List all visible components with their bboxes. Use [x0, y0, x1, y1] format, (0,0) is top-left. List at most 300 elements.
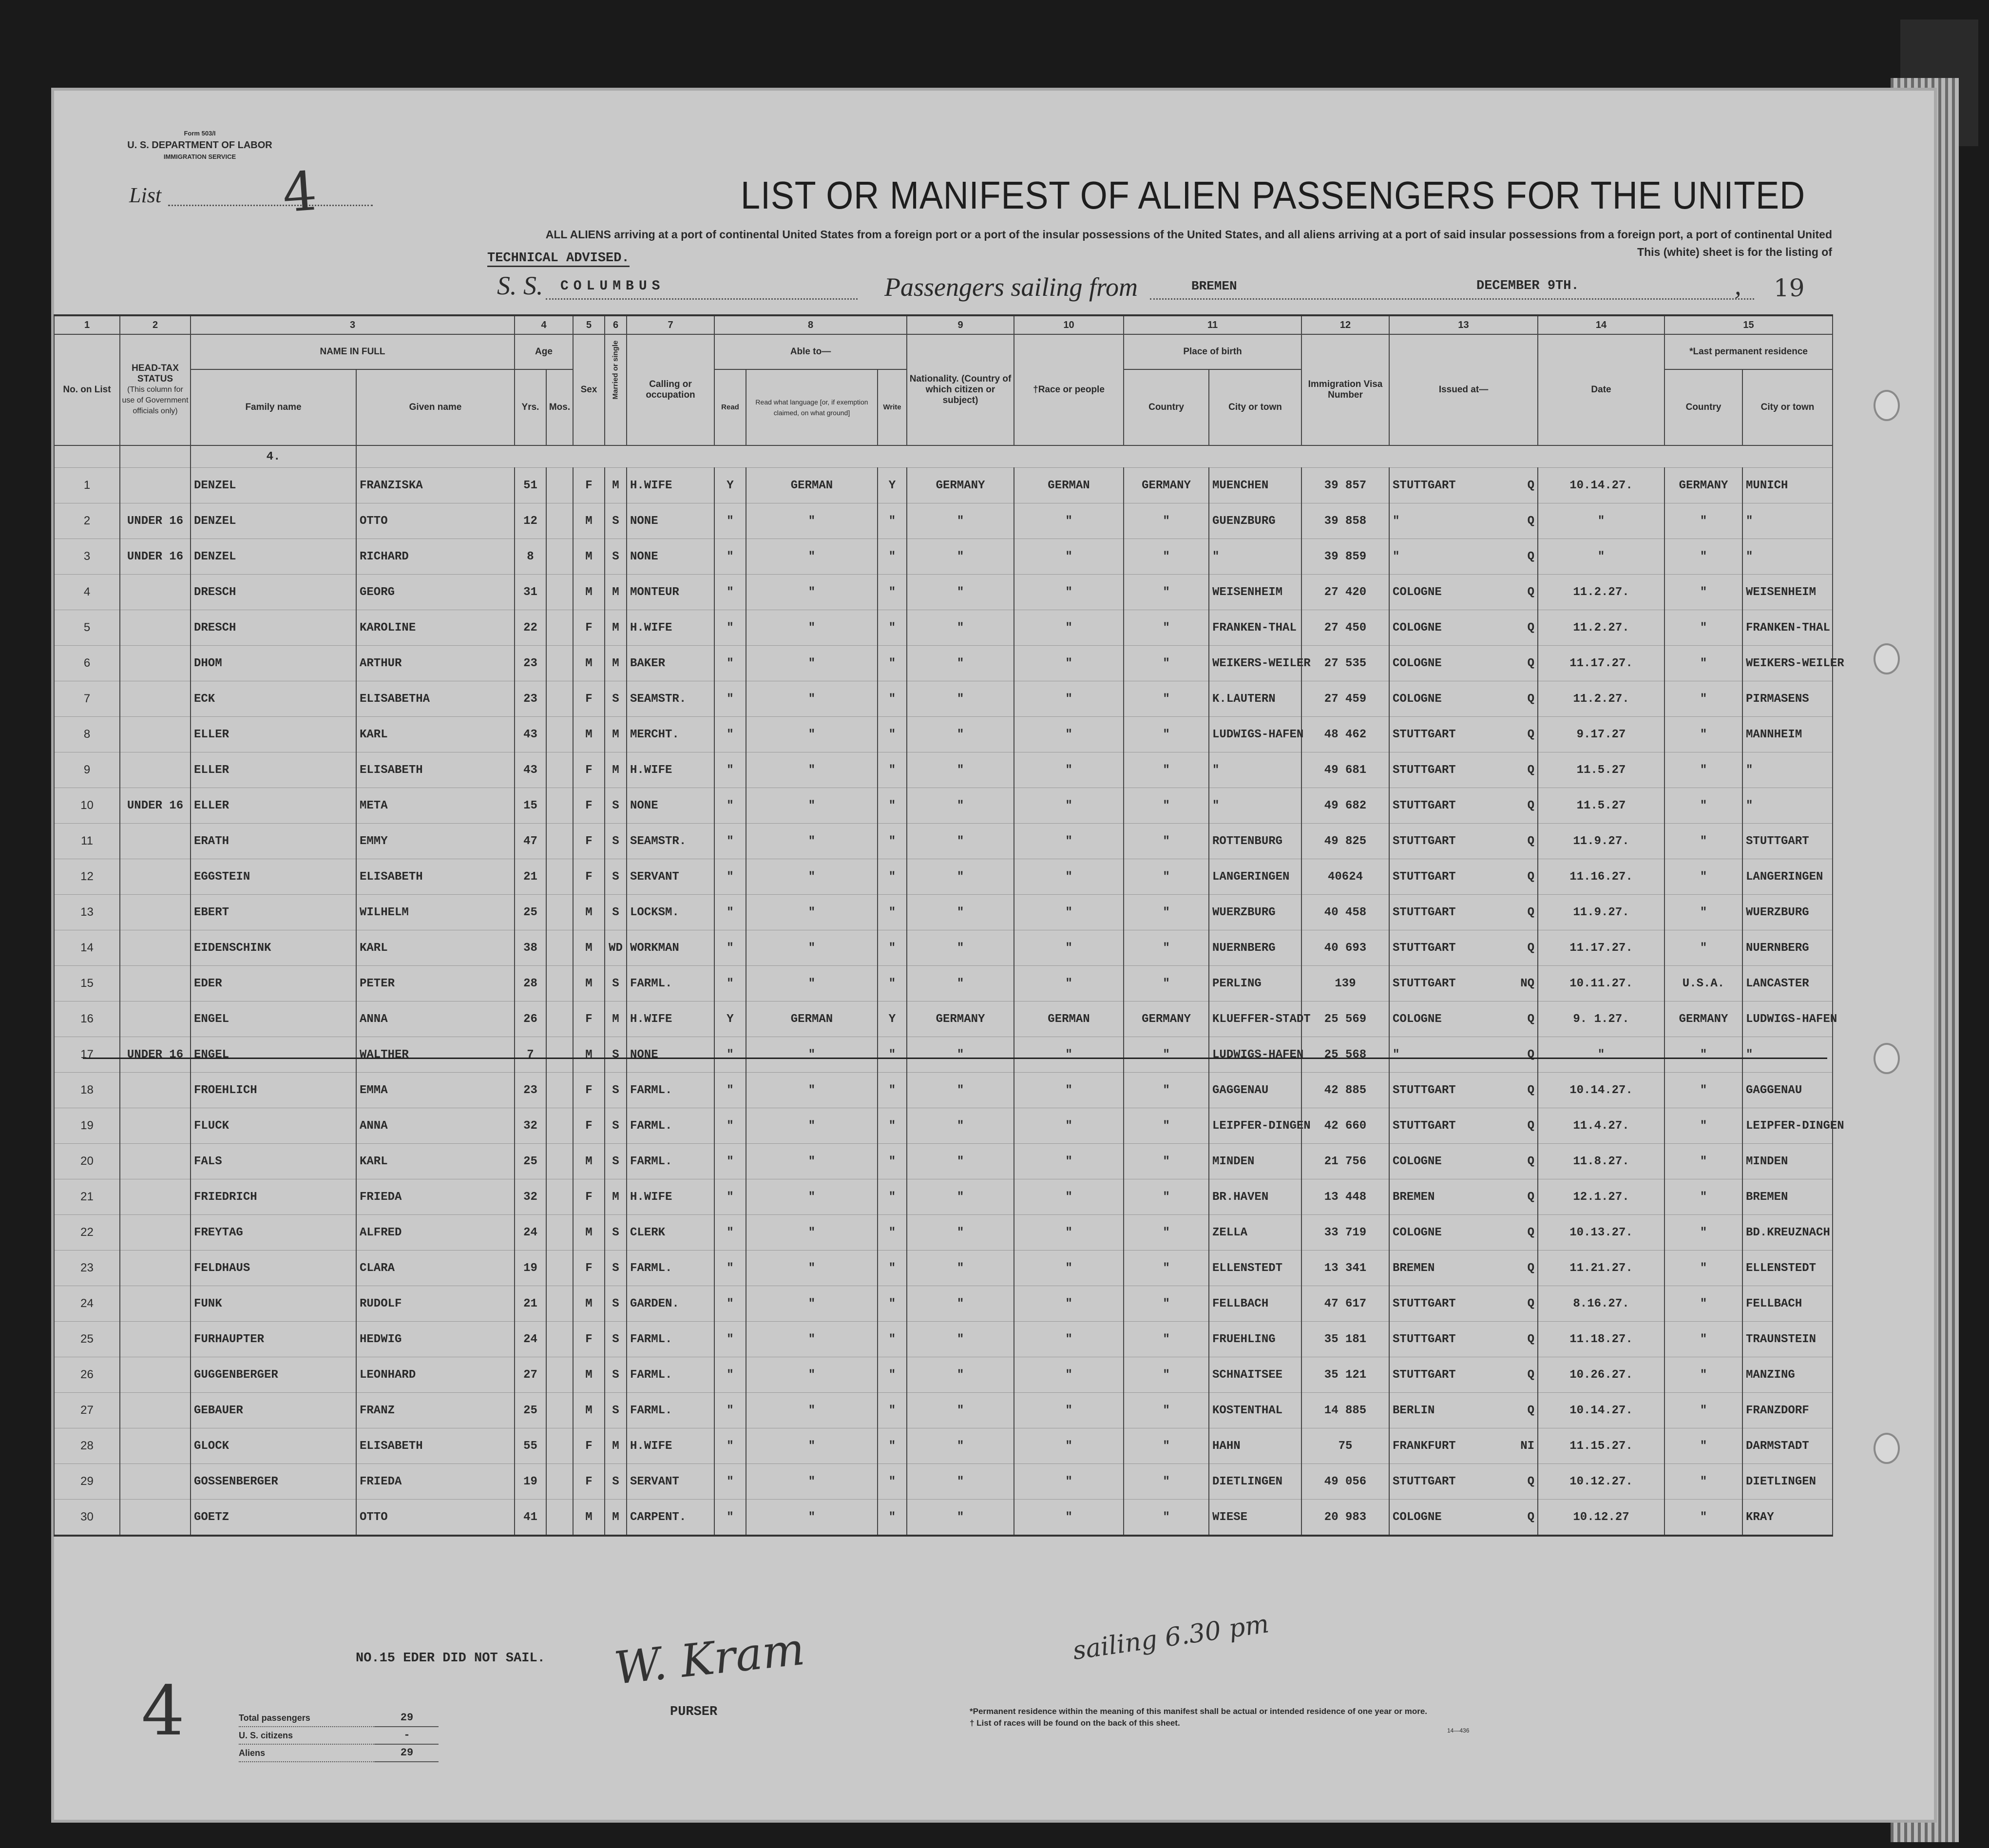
family-name-cell: ERATH	[191, 824, 356, 859]
header-res-country: Country	[1664, 369, 1742, 445]
residence-country-cell: "	[1664, 1037, 1742, 1073]
age-years-cell: 32	[515, 1108, 546, 1144]
head-tax-cell	[120, 575, 191, 610]
birth-city-cell: GUENZBURG	[1209, 503, 1301, 539]
read-cell: "	[714, 610, 746, 646]
birth-country-cell: "	[1124, 610, 1209, 646]
table-row	[54, 575, 1833, 610]
family-name-cell: FLUCK	[191, 1108, 356, 1144]
issued-at-cell	[1389, 1001, 1538, 1037]
issued-at-cell	[1389, 646, 1538, 681]
birth-country-cell: "	[1124, 1428, 1209, 1464]
row-number: 29	[54, 1464, 120, 1500]
residence-country-cell: "	[1664, 1357, 1742, 1393]
write-cell: "	[878, 681, 907, 717]
given-name-cell: RICHARD	[356, 539, 515, 575]
write-cell: "	[878, 895, 907, 930]
age-years-cell: 12	[515, 503, 546, 539]
issued-at-text: BREMEN	[1393, 1190, 1435, 1204]
marital-status-cell: S	[605, 1464, 627, 1500]
birth-city-cell: K.LAUTERN	[1209, 681, 1301, 717]
sailing-date: DECEMBER 9TH.	[1476, 279, 1579, 293]
head-tax-cell	[120, 1393, 191, 1428]
row-number: 12	[54, 859, 120, 895]
read-cell: "	[714, 1357, 746, 1393]
residence-city-cell: LUDWIGS-HAFEN	[1742, 1001, 1833, 1037]
family-name-cell: DENZEL	[191, 468, 356, 503]
residence-city-cell: MUNICH	[1742, 468, 1833, 503]
issued-at-text: STUTTGART	[1393, 1297, 1456, 1310]
age-months-cell	[546, 539, 573, 575]
aliens-row	[239, 1745, 473, 1762]
birth-city-cell: GAGGENAU	[1209, 1073, 1301, 1108]
table-row	[54, 824, 1833, 859]
issued-at-text: STUTTGART	[1393, 870, 1456, 884]
read-language-cell: "	[746, 895, 878, 930]
quota-mark: Q	[1527, 834, 1535, 848]
issued-at-text: FRANKFURT	[1393, 1439, 1456, 1453]
birth-country-cell: "	[1124, 1108, 1209, 1144]
issued-at-cell	[1389, 539, 1538, 575]
nationality-cell: "	[907, 717, 1014, 752]
occupation-cell: H.WIFE	[627, 468, 714, 503]
sex-cell: M	[573, 503, 605, 539]
table-row	[54, 1428, 1833, 1464]
marital-status-cell: S	[605, 1144, 627, 1179]
table-row	[54, 752, 1833, 788]
visa-number-cell: 40 693	[1301, 930, 1389, 966]
issued-at-text: STUTTGART	[1393, 1368, 1456, 1382]
given-name-cell: EMMY	[356, 824, 515, 859]
header-read-language: Read what language [or, if exemption claimed, on what ground]	[746, 369, 878, 445]
issued-at-cell	[1389, 503, 1538, 539]
row-number: 22	[54, 1215, 120, 1251]
family-name-cell: GLOCK	[191, 1428, 356, 1464]
occupation-cell: SEAMSTR.	[627, 681, 714, 717]
table-row	[54, 895, 1833, 930]
row-number: 15	[54, 966, 120, 1001]
age-years-cell: 28	[515, 966, 546, 1001]
race-cell: "	[1014, 752, 1124, 788]
nationality-cell: "	[907, 539, 1014, 575]
departure-port: BREMEN	[1191, 279, 1237, 293]
purser-label: PURSER	[670, 1705, 718, 1719]
binder-hole	[1874, 1433, 1900, 1464]
age-years-cell: 8	[515, 539, 546, 575]
family-name-cell: FRIEDRICH	[191, 1179, 356, 1215]
row-number: 9	[54, 752, 120, 788]
residence-country-cell: "	[1664, 717, 1742, 752]
marital-status-cell: M	[605, 1500, 627, 1536]
read-cell: "	[714, 824, 746, 859]
visa-number-cell: 39 857	[1301, 468, 1389, 503]
age-months-cell	[546, 895, 573, 930]
header-row	[54, 334, 1833, 369]
aliens-value: 29	[375, 1745, 439, 1762]
residence-city-cell: FELLBACH	[1742, 1286, 1833, 1322]
quota-mark: Q	[1527, 1510, 1535, 1524]
write-cell: "	[878, 1500, 907, 1536]
sex-cell: M	[573, 646, 605, 681]
issued-at-cell	[1389, 1144, 1538, 1179]
age-years-cell: 25	[515, 1393, 546, 1428]
residence-city-cell: MANNHEIM	[1742, 717, 1833, 752]
read-language-cell: "	[746, 646, 878, 681]
race-cell: "	[1014, 1251, 1124, 1286]
visa-date-cell: 10.12.27.	[1538, 1464, 1664, 1500]
birth-country-cell: GERMANY	[1124, 468, 1209, 503]
nationality-cell: "	[907, 610, 1014, 646]
row-number: 5	[54, 610, 120, 646]
quota-mark: Q	[1527, 1226, 1535, 1239]
visa-date-cell: 9. 1.27.	[1538, 1001, 1664, 1037]
family-name-cell: FREYTAG	[191, 1215, 356, 1251]
birth-city-cell: WUERZBURG	[1209, 895, 1301, 930]
occupation-cell: FARML.	[627, 1357, 714, 1393]
residence-city-cell: "	[1742, 752, 1833, 788]
residence-country-cell: "	[1664, 824, 1742, 859]
occupation-cell: FARML.	[627, 1144, 714, 1179]
table-row	[54, 646, 1833, 681]
birth-country-cell: "	[1124, 1357, 1209, 1393]
quota-mark: Q	[1527, 1332, 1535, 1346]
read-language-cell: "	[746, 1500, 878, 1536]
birth-country-cell: "	[1124, 824, 1209, 859]
birth-city-cell: LUDWIGS-HAFEN	[1209, 717, 1301, 752]
occupation-cell: H.WIFE	[627, 1179, 714, 1215]
age-months-cell	[546, 1215, 573, 1251]
write-cell: "	[878, 930, 907, 966]
marital-status-cell: S	[605, 788, 627, 824]
visa-date-cell: 11.8.27.	[1538, 1144, 1664, 1179]
family-name-cell: EGGSTEIN	[191, 859, 356, 895]
sex-cell: M	[573, 539, 605, 575]
birth-country-cell: "	[1124, 1144, 1209, 1179]
occupation-cell: SERVANT	[627, 859, 714, 895]
race-cell: "	[1014, 859, 1124, 895]
nationality-cell: "	[907, 1215, 1014, 1251]
age-months-cell	[546, 646, 573, 681]
issued-at-cell	[1389, 1464, 1538, 1500]
residence-country-cell: "	[1664, 788, 1742, 824]
table-row	[54, 1108, 1833, 1144]
issued-at-text: STUTTGART	[1393, 834, 1456, 848]
visa-date-cell: 11.16.27.	[1538, 859, 1664, 895]
visa-date-cell: 10.14.27.	[1538, 1073, 1664, 1108]
family-name-cell: DENZEL	[191, 539, 356, 575]
nationality-cell: "	[907, 930, 1014, 966]
read-cell: "	[714, 1179, 746, 1215]
table-row	[54, 966, 1833, 1001]
visa-number-cell: 25 568	[1301, 1037, 1389, 1073]
age-months-cell	[546, 1144, 573, 1179]
occupation-cell: GARDEN.	[627, 1286, 714, 1322]
nationality-cell: "	[907, 1179, 1014, 1215]
read-language-cell: "	[746, 752, 878, 788]
issued-at-text: BERLIN	[1393, 1404, 1435, 1417]
race-cell: "	[1014, 1286, 1124, 1322]
marital-status-cell: M	[605, 717, 627, 752]
head-tax-cell	[120, 646, 191, 681]
visa-date-cell: "	[1538, 539, 1664, 575]
column-number: 13	[1389, 315, 1538, 334]
table-row	[54, 717, 1833, 752]
sex-cell: M	[573, 717, 605, 752]
given-name-cell: OTTO	[356, 1500, 515, 1536]
read-cell: "	[714, 646, 746, 681]
issued-at-cell	[1389, 788, 1538, 824]
birth-country-cell: "	[1124, 788, 1209, 824]
birth-city-cell: KLUEFFER-STADT	[1209, 1001, 1301, 1037]
read-cell: "	[714, 575, 746, 610]
header-name-in-full: NAME IN FULL	[191, 334, 515, 369]
list-line	[168, 205, 373, 206]
race-cell: "	[1014, 575, 1124, 610]
binder-hole	[1874, 1043, 1900, 1074]
birth-country-cell: "	[1124, 681, 1209, 717]
header-issued-at: Issued at—	[1389, 334, 1538, 445]
marital-status-cell: S	[605, 503, 627, 539]
age-years-cell: 43	[515, 752, 546, 788]
occupation-cell: MONTEUR	[627, 575, 714, 610]
race-cell: "	[1014, 1357, 1124, 1393]
sex-cell: F	[573, 859, 605, 895]
issued-at-cell	[1389, 1037, 1538, 1073]
residence-country-cell: "	[1664, 610, 1742, 646]
column-number: 11	[1124, 315, 1301, 334]
age-years-cell: 15	[515, 788, 546, 824]
age-months-cell	[546, 1500, 573, 1536]
row-number: 16	[54, 1001, 120, 1037]
header-read: Read	[714, 369, 746, 445]
visa-number-cell: 49 056	[1301, 1464, 1389, 1500]
occupation-cell: CLERK	[627, 1215, 714, 1251]
head-tax-cell	[120, 1179, 191, 1215]
given-name-cell: ARTHUR	[356, 646, 515, 681]
age-months-cell	[546, 1108, 573, 1144]
column-number: 2	[120, 315, 191, 334]
visa-number-cell: 40 458	[1301, 895, 1389, 930]
age-years-cell: 38	[515, 930, 546, 966]
quota-mark: Q	[1527, 1012, 1535, 1026]
issued-at-cell	[1389, 1073, 1538, 1108]
form-identifier	[117, 128, 283, 163]
passenger-table	[54, 314, 1844, 1537]
head-tax-cell	[120, 895, 191, 930]
visa-date-cell: 12.1.27.	[1538, 1179, 1664, 1215]
read-language-cell: "	[746, 503, 878, 539]
read-cell: "	[714, 930, 746, 966]
issued-at-cell	[1389, 1357, 1538, 1393]
binder-hole	[1874, 390, 1900, 421]
sex-cell: M	[573, 1215, 605, 1251]
visa-date-cell: 11.2.27.	[1538, 610, 1664, 646]
race-cell: "	[1014, 1108, 1124, 1144]
given-name-cell: RUDOLF	[356, 1286, 515, 1322]
age-months-cell	[546, 1073, 573, 1108]
read-language-cell: "	[746, 1322, 878, 1357]
birth-city-cell: KOSTENTHAL	[1209, 1393, 1301, 1428]
occupation-cell: BAKER	[627, 646, 714, 681]
write-cell: "	[878, 1464, 907, 1500]
family-name-cell: EBERT	[191, 895, 356, 930]
list-number: 4	[280, 159, 319, 225]
birth-country-cell: "	[1124, 1500, 1209, 1536]
birth-country-cell: "	[1124, 1037, 1209, 1073]
sex-cell: F	[573, 1073, 605, 1108]
age-months-cell	[546, 681, 573, 717]
sex-cell: M	[573, 575, 605, 610]
row-number: 24	[54, 1286, 120, 1322]
given-name-cell: FRIEDA	[356, 1464, 515, 1500]
issued-at-text: COLOGNE	[1393, 656, 1442, 670]
given-name-cell: KARL	[356, 930, 515, 966]
row-number: 23	[54, 1251, 120, 1286]
marital-status-cell: S	[605, 1357, 627, 1393]
ss-label: S. S.	[497, 271, 543, 300]
age-months-cell	[546, 824, 573, 859]
given-name-cell: WALTHER	[356, 1037, 515, 1073]
given-name-cell: CLARA	[356, 1251, 515, 1286]
nationality-cell: "	[907, 1357, 1014, 1393]
list-number-row	[54, 445, 1833, 468]
race-cell: "	[1014, 824, 1124, 859]
issued-at-text: COLOGNE	[1393, 585, 1442, 599]
nationality-cell: "	[907, 1286, 1014, 1322]
race-cell: "	[1014, 1073, 1124, 1108]
issued-at-text: STUTTGART	[1393, 1475, 1456, 1488]
subtitle-line: ALL ALIENS arriving at a port of continental United States from a foreign port or a port of the insular possessions of the United States, and all aliens arriving at a port of said insular possessions from a foreign port, a port of continental United	[545, 228, 1832, 241]
marital-status-cell: M	[605, 575, 627, 610]
blank-cell	[356, 445, 1833, 468]
read-cell: "	[714, 895, 746, 930]
quota-mark: Q	[1527, 514, 1535, 528]
issued-at-cell	[1389, 824, 1538, 859]
sex-cell: F	[573, 681, 605, 717]
row-number: 4	[54, 575, 120, 610]
write-cell: "	[878, 1215, 907, 1251]
occupation-cell: H.WIFE	[627, 752, 714, 788]
visa-date-cell: "	[1538, 1037, 1664, 1073]
quota-mark: Q	[1527, 1368, 1535, 1382]
row-number: 27	[54, 1393, 120, 1428]
sex-cell: M	[573, 966, 605, 1001]
issued-at-text: BREMEN	[1393, 1261, 1435, 1275]
race-cell: "	[1014, 1037, 1124, 1073]
header-able-to: Able to—	[714, 334, 907, 369]
family-name-cell: GEBAUER	[191, 1393, 356, 1428]
residence-city-cell: MANZING	[1742, 1357, 1833, 1393]
age-years-cell: 26	[515, 1001, 546, 1037]
total-passengers-label: Total passengers	[239, 1710, 375, 1727]
occupation-cell: H.WIFE	[627, 610, 714, 646]
age-years-cell: 25	[515, 1144, 546, 1179]
residence-city-cell: "	[1742, 503, 1833, 539]
column-number-row	[54, 315, 1833, 334]
residence-city-cell: KRAY	[1742, 1500, 1833, 1536]
service-name: IMMIGRATION SERVICE	[163, 153, 236, 160]
birth-city-cell: WIESE	[1209, 1500, 1301, 1536]
issued-at-cell	[1389, 895, 1538, 930]
residence-country-cell: GERMANY	[1664, 468, 1742, 503]
occupation-cell: H.WIFE	[627, 1001, 714, 1037]
residence-city-cell: TRAUNSTEIN	[1742, 1322, 1833, 1357]
residence-country-cell: GERMANY	[1664, 1001, 1742, 1037]
family-name-cell: ENGEL	[191, 1037, 356, 1073]
header-yrs: Yrs.	[515, 369, 546, 445]
occupation-cell: FARML.	[627, 1251, 714, 1286]
birth-city-cell: WEIKERS-WEILER	[1209, 646, 1301, 681]
residence-city-cell: WEISENHEIM	[1742, 575, 1833, 610]
visa-date-cell: 11.17.27.	[1538, 646, 1664, 681]
residence-country-cell: "	[1664, 752, 1742, 788]
table-row	[54, 1001, 1833, 1037]
quota-mark: NI	[1520, 1439, 1535, 1453]
nationality-cell: "	[907, 1144, 1014, 1179]
column-number: 5	[573, 315, 605, 334]
family-name-cell: EIDENSCHINK	[191, 930, 356, 966]
blank-cell	[54, 445, 120, 468]
nationality-cell: GERMANY	[907, 468, 1014, 503]
residence-city-cell: WEIKERS-WEILER	[1742, 646, 1833, 681]
row-number: 13	[54, 895, 120, 930]
race-cell: "	[1014, 717, 1124, 752]
read-language-cell: "	[746, 1357, 878, 1393]
nationality-cell: "	[907, 646, 1014, 681]
family-name-cell: ELLER	[191, 717, 356, 752]
birth-city-cell: MINDEN	[1209, 1144, 1301, 1179]
header-nationality: Nationality. (Country of which citizen or subject)	[907, 334, 1014, 445]
column-number: 12	[1301, 315, 1389, 334]
visa-date-cell: 11.21.27.	[1538, 1251, 1664, 1286]
department-name: U. S. DEPARTMENT OF LABOR	[127, 140, 272, 151]
given-name-cell: EMMA	[356, 1073, 515, 1108]
birth-city-cell: "	[1209, 752, 1301, 788]
residence-country-cell: "	[1664, 1073, 1742, 1108]
read-language-cell: "	[746, 1393, 878, 1428]
nationality-cell: "	[907, 1428, 1014, 1464]
given-name-cell: ANNA	[356, 1001, 515, 1037]
visa-number-cell: 13 341	[1301, 1251, 1389, 1286]
write-cell: "	[878, 717, 907, 752]
residence-city-cell: LANCASTER	[1742, 966, 1833, 1001]
marital-status-cell: M	[605, 646, 627, 681]
sex-cell: M	[573, 930, 605, 966]
write-cell: "	[878, 966, 907, 1001]
table-row	[54, 1073, 1833, 1108]
birth-city-cell: NUERNBERG	[1209, 930, 1301, 966]
visa-date-cell: 11.4.27.	[1538, 1108, 1664, 1144]
read-cell: "	[714, 1108, 746, 1144]
race-cell: "	[1014, 1393, 1124, 1428]
age-years-cell: 31	[515, 575, 546, 610]
head-tax-cell	[120, 1144, 191, 1179]
issued-at-text: STUTTGART	[1393, 905, 1456, 919]
sex-cell: F	[573, 824, 605, 859]
family-name-cell: FELDHAUS	[191, 1251, 356, 1286]
issued-at-cell	[1389, 1108, 1538, 1144]
read-cell: "	[714, 1215, 746, 1251]
sex-cell: F	[573, 1322, 605, 1357]
birth-city-cell: WEISENHEIM	[1209, 575, 1301, 610]
occupation-cell: FARML.	[627, 966, 714, 1001]
column-number: 7	[627, 315, 714, 334]
table-row	[54, 1500, 1833, 1536]
family-name-cell: FUNK	[191, 1286, 356, 1322]
residence-country-cell: "	[1664, 930, 1742, 966]
marital-status-cell: S	[605, 859, 627, 895]
sex-cell: M	[573, 895, 605, 930]
